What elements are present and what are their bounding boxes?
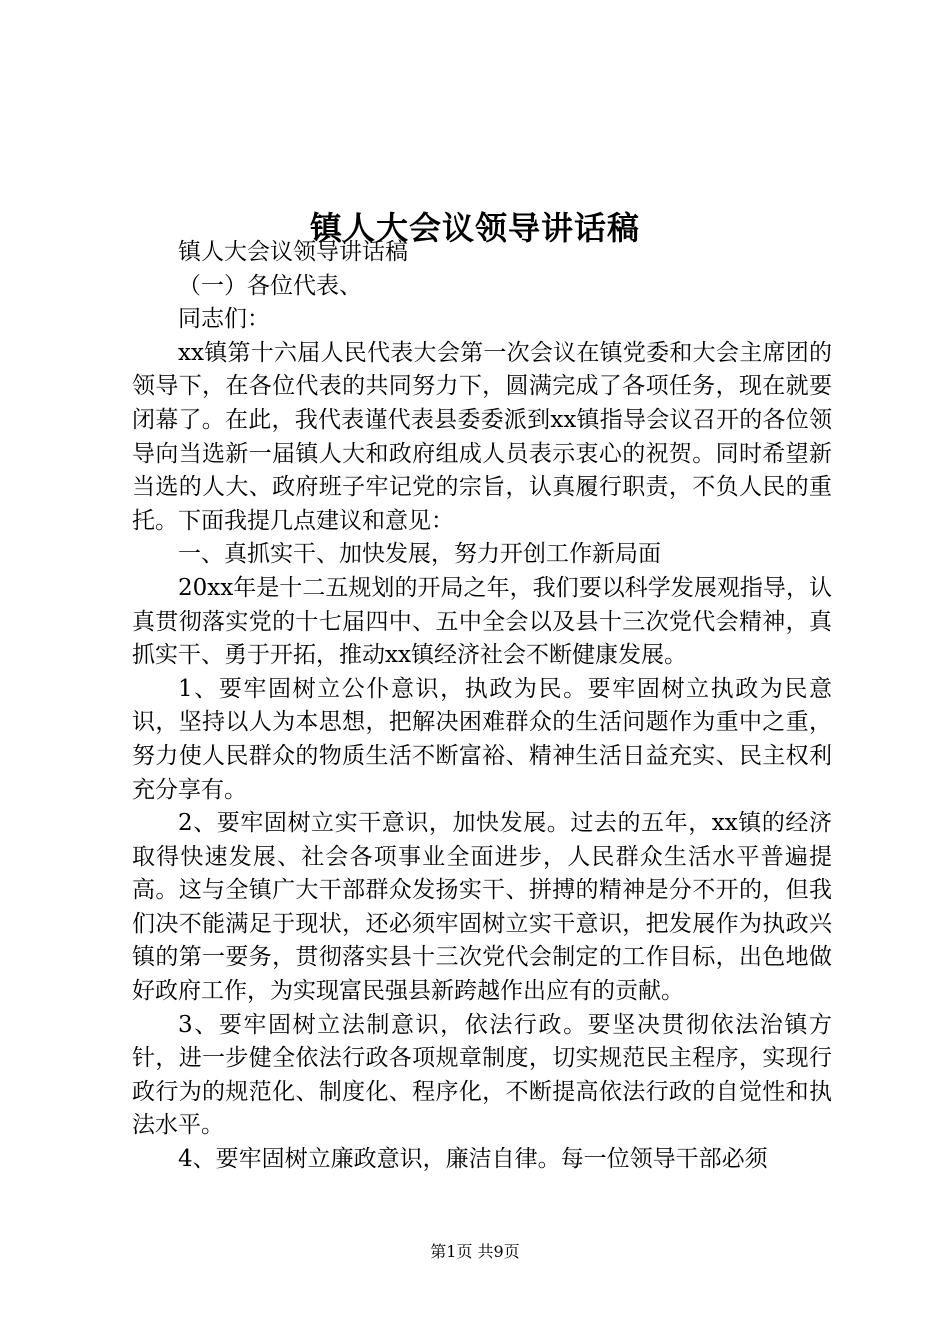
list-item: 3、要牢固树立法制意识，依法行政。要坚决贯彻依法治镇方针，进一步健全依法行政各项规章制度，切实规范民主程序，实现行政行为的规范化、制度化、程序化，不断提高依法行政的自觉性和执法水平。	[132, 1011, 832, 1139]
paragraph-subtitle: 镇人大会议领导讲话稿	[178, 239, 408, 265]
paragraph: 20xx年是十二五规划的开局之年，我们要以科学发展观指导，认真贯彻落实党的十七届四中、五中全会以及县十三次党代会精神，真抓实干、勇于开拓，推动xx镇经济社会不断健康发展。	[132, 574, 832, 669]
list-item: 4、要牢固树立廉政意识，廉洁自律。每一位领导干部必须	[178, 1146, 768, 1173]
page-number-footer: 第1页 共9页	[430, 1242, 520, 1261]
paragraph-address-2: 同志们：	[178, 306, 270, 333]
list-item: 2、要牢固树立实干意识，加快发展。过去的五年，xx镇的经济取得快速发展、社会各项事业全面进步，人民群众生活水平普遍提高。这与全镇广大干部群众发扬实干、拼搏的精神是分不开的，但我们决不能满足于现状，还必须牢固树立实干意识，把发展作为执政兴镇的第一要务，贯彻落实县十三次党代会制定的工作目标，出色地做好政府工作，为实现富民强县新跨越作出应有的贡献。	[132, 810, 832, 1005]
section-heading: 一、真抓实干、加快发展，努力开创工作新局面	[178, 541, 661, 568]
list-item: 1、要牢固树立公仆意识，执政为民。要牢固树立执政为民意识，坚持以人为本思想，把解决困难群众的生活问题作为重中之重，努力使人民群众的物质生活不断富裕、精神生活日益充实、民主权利充分享有。	[132, 675, 832, 803]
document-body	[132, 236, 832, 1177]
paragraph: xx镇第十六届人民代表大会第一次会议在镇党委和大会主席团的领导下，在各位代表的共同努力下，圆满完成了各项任务，现在就要闭幕了。在此，我代表谨代表县委委派到xx镇指导会议召开的各位领导向当选新一届镇人大和政府组成人员表示衷心的祝贺。同时希望新当选的人大、政府班子牢记党的宗旨，认真履行职责，不负人民的重托。下面我提几点建议和意见：	[132, 339, 832, 534]
document-title: 镇人大会议领导讲话稿	[309, 209, 640, 248]
paragraph-address-1: （一）各位代表、	[178, 272, 362, 299]
